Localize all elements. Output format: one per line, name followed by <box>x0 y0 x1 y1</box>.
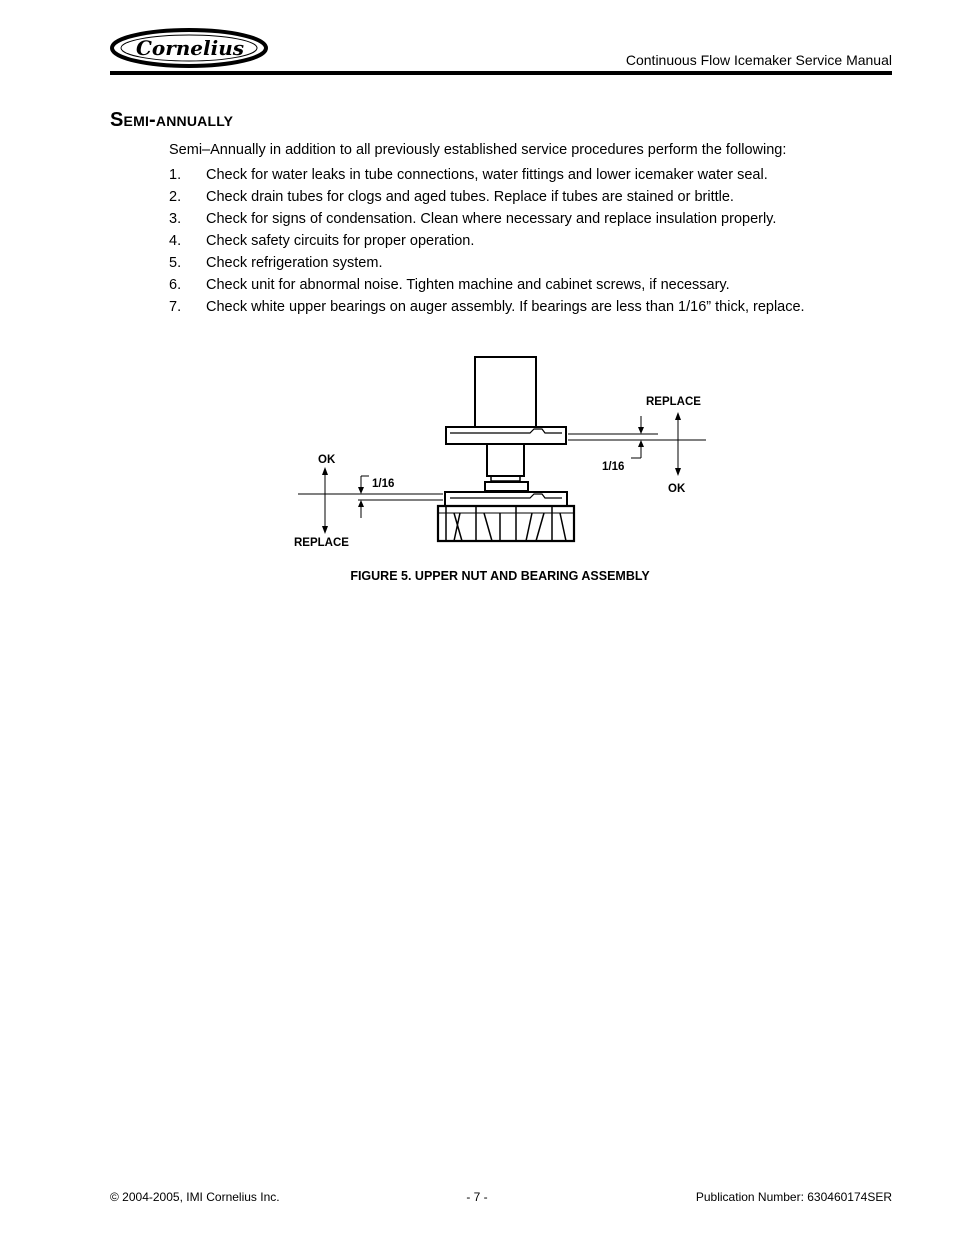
step-number: 6. <box>169 277 182 293</box>
label-replace-top: REPLACE <box>646 396 701 408</box>
step-number: 5. <box>169 255 182 271</box>
step-text: Check for signs of condensation. Clean where necessary and replace insulation properly. <box>206 211 777 227</box>
step-text: Check drain tubes for clogs and aged tubes. Replace if tubes are stained or brittle. <box>206 189 734 205</box>
footer-publication-number: Publication Number: 630460174SER <box>695 1190 892 1204</box>
step-text: Check refrigeration system. <box>206 255 383 271</box>
label-dim-right: 1/16 <box>602 461 625 473</box>
logo-text: Cornelius <box>135 36 245 60</box>
step-text: Check white upper bearings on auger assembly. If bearings are less than 1/16” thick, replace. <box>206 299 805 315</box>
step-number: 2. <box>169 189 182 205</box>
footer-copyright: © 2004-2005, IMI Cornelius Inc. <box>110 1190 280 1204</box>
label-ok-left: OK <box>318 454 336 466</box>
header-title: Continuous Flow Icemaker Service Manual <box>625 52 892 68</box>
bearing-assembly-figure <box>290 350 720 560</box>
cornelius-logo <box>110 28 270 70</box>
step-number: 1. <box>169 167 182 183</box>
figure-caption: FIGURE 5. UPPER NUT AND BEARING ASSEMBLY <box>350 569 650 583</box>
label-dim-left: 1/16 <box>372 478 395 490</box>
footer-page-number: - 7 - <box>466 1190 488 1204</box>
section-intro: Semi–Annually in addition to all previously established service procedures perform the following: <box>169 142 787 158</box>
label-replace-bottom: REPLACE <box>294 537 349 549</box>
page-header <box>110 28 892 76</box>
label-ok-right: OK <box>668 483 686 495</box>
step-number: 3. <box>169 211 182 227</box>
step-number: 4. <box>169 233 182 249</box>
step-number: 7. <box>169 299 182 315</box>
arrowheads <box>322 412 681 534</box>
step-text: Check for water leaks in tube connections, water fittings and lower icemaker water seal. <box>206 167 768 183</box>
step-text: Check unit for abnormal noise. Tighten machine and cabinet screws, if necessary. <box>206 277 730 293</box>
step-text: Check safety circuits for proper operation. <box>206 233 475 249</box>
upper-nut-drawing <box>438 357 574 541</box>
section-title: Semi-annually <box>110 109 234 131</box>
header-rule <box>110 71 892 75</box>
